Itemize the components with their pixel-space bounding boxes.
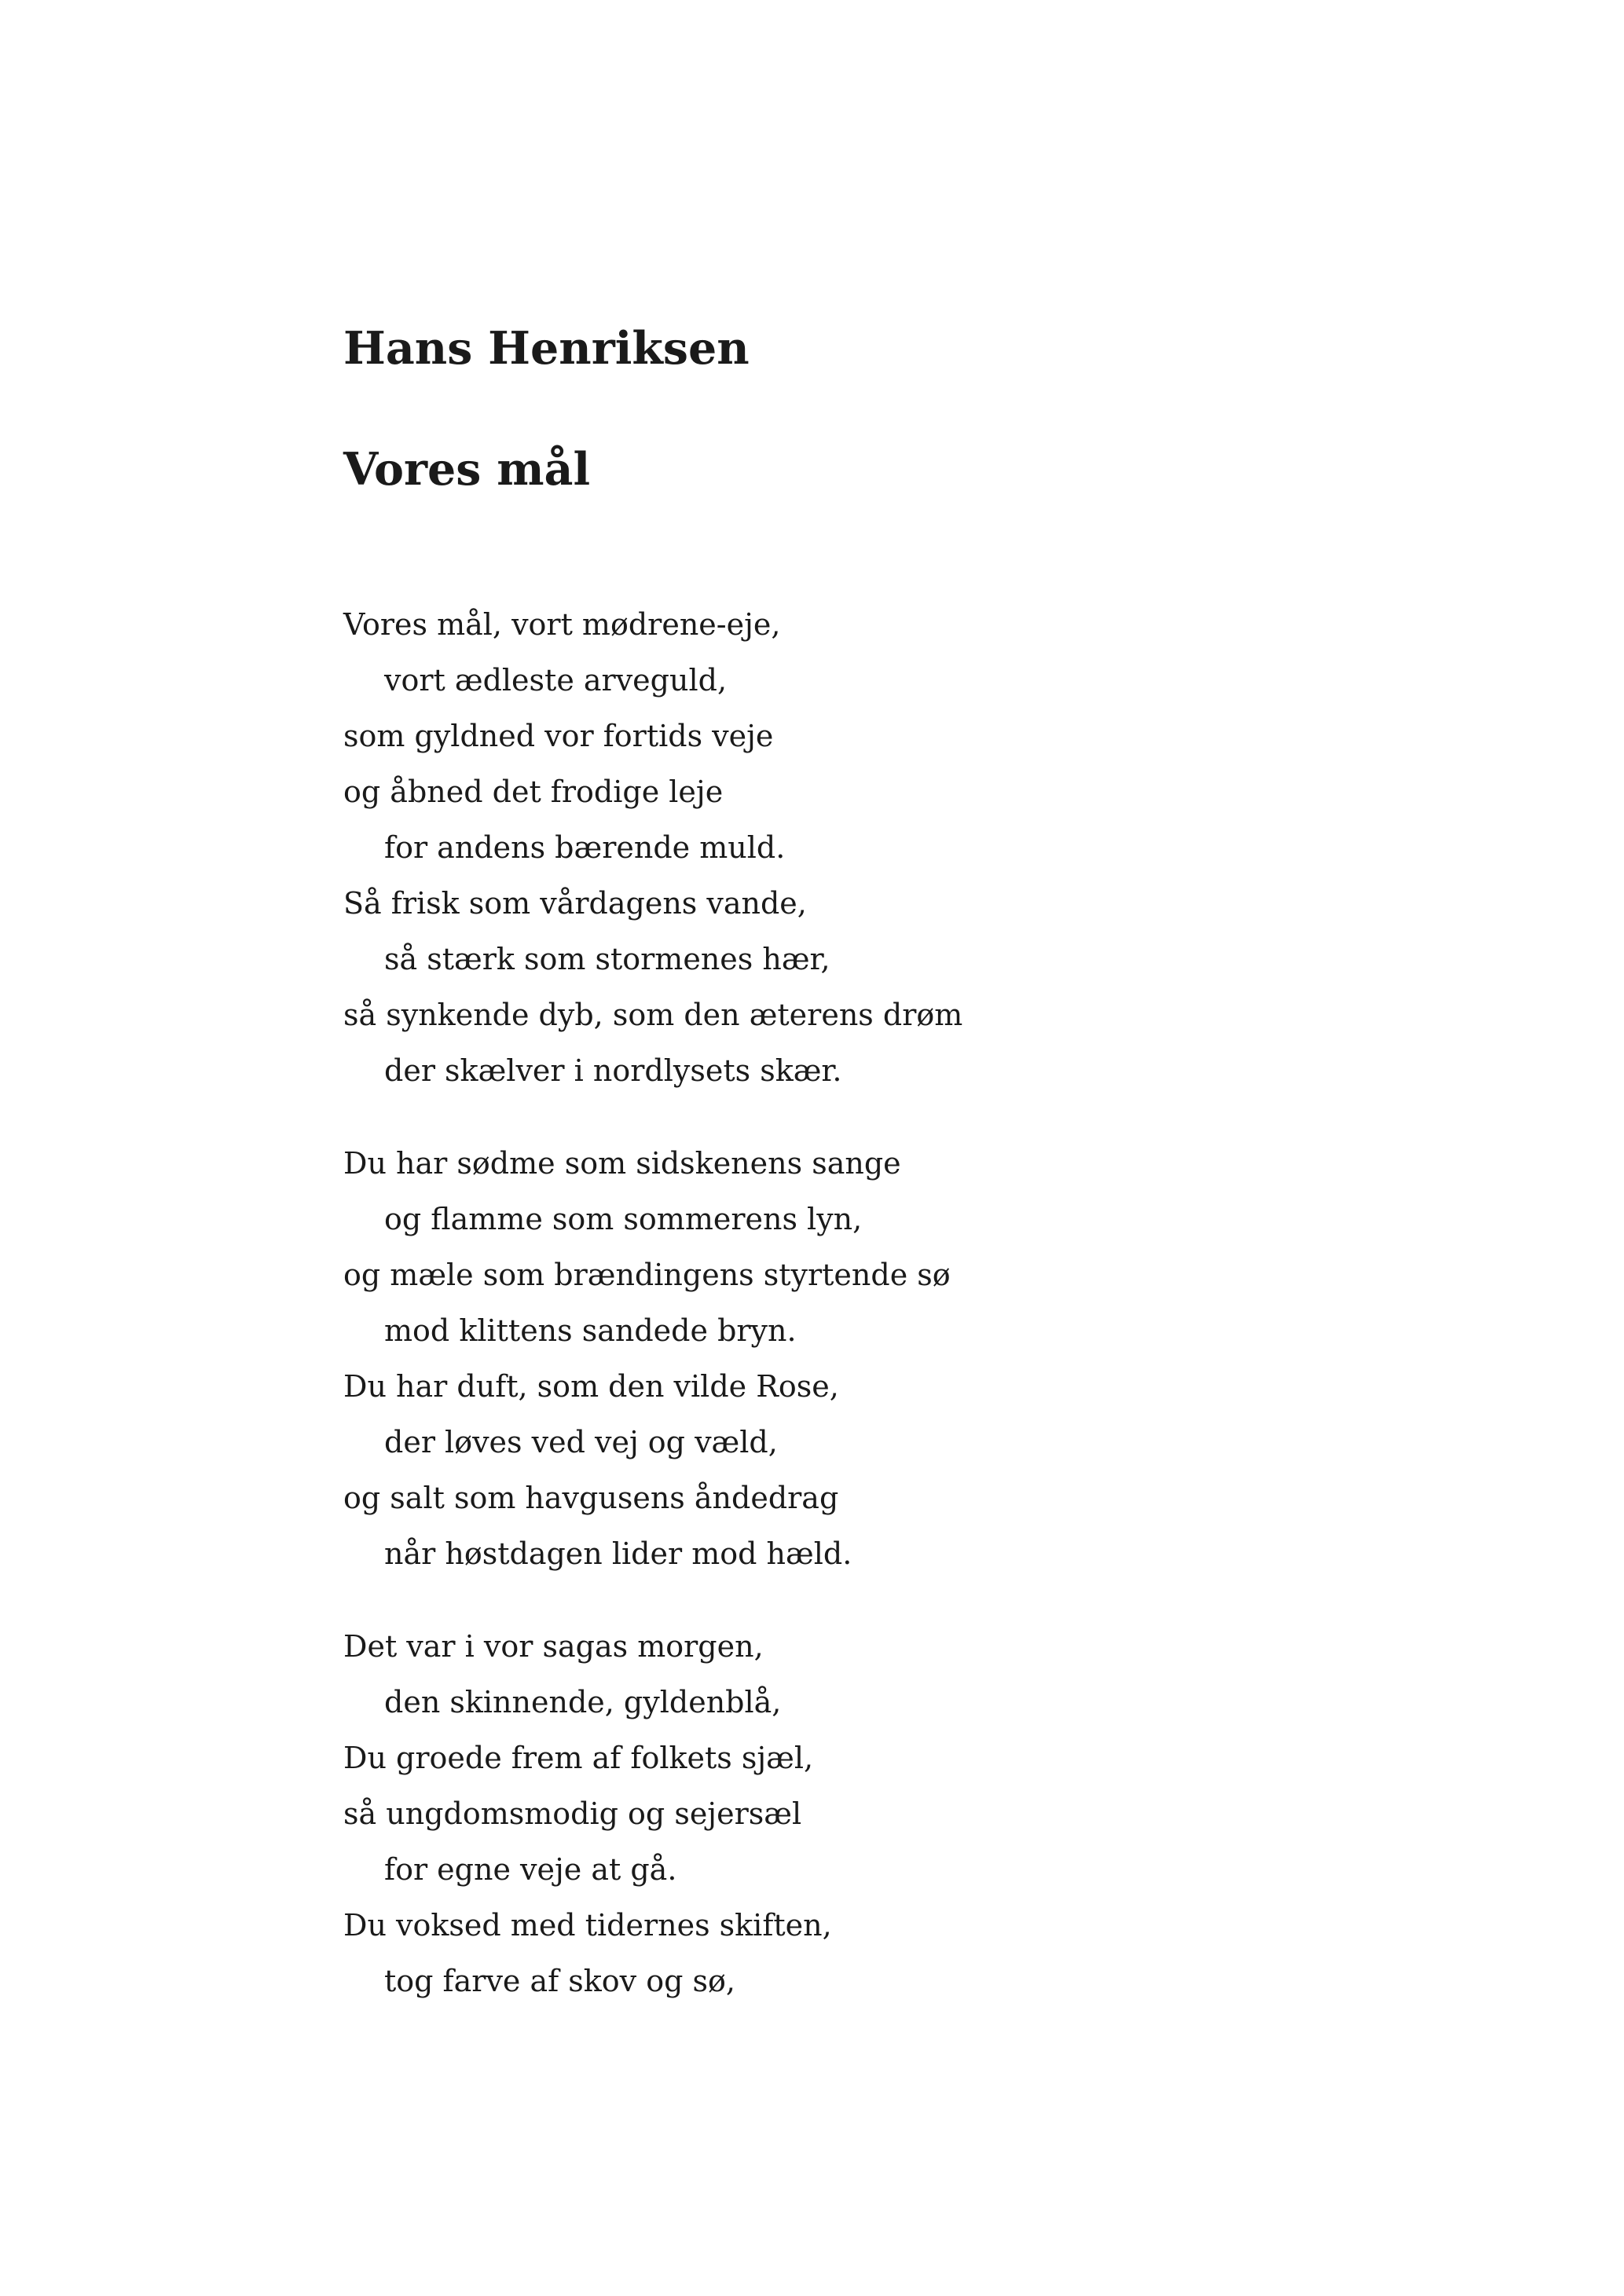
poem-line: for egne veje at gå. bbox=[384, 1852, 677, 1887]
stanza-3 bbox=[343, 1619, 1443, 2009]
stanza-1 bbox=[343, 597, 1443, 1099]
poem-line: så synkende dyb, som den æterens drøm bbox=[343, 998, 963, 1032]
poem-line: og åbned det frodige leje bbox=[343, 774, 724, 809]
poem-line: Så frisk som vårdagens vande, bbox=[343, 886, 807, 921]
poem-line: der skælver i nordlysets skær. bbox=[384, 1053, 842, 1088]
poem-line: tog farve af skov og sø, bbox=[384, 1964, 735, 1998]
poem-body bbox=[343, 597, 1443, 2009]
poem-line: for andens bærende muld. bbox=[384, 830, 786, 865]
poem-line: og salt som havgusens åndedrag bbox=[343, 1481, 839, 1515]
poem-line: og mæle som brændingens styrtende sø bbox=[343, 1258, 951, 1292]
poem-line: mod klittens sandede bryn. bbox=[384, 1313, 797, 1348]
poem-line: Du voksed med tidernes skiften, bbox=[343, 1908, 832, 1943]
poem-line: Du har duft, som den vilde Rose, bbox=[343, 1369, 839, 1404]
author-name: Hans Henriksen bbox=[343, 322, 750, 375]
poem-line: Det var i vor sagas morgen, bbox=[343, 1629, 764, 1664]
poem-line: når høstdagen lider mod hæld. bbox=[384, 1536, 852, 1571]
poem-line: den skinnende, gyldenblå, bbox=[384, 1685, 782, 1719]
poem-line: som gyldned vor fortids veje bbox=[343, 719, 774, 753]
poem-line: så stærk som stormenes hær, bbox=[384, 942, 830, 976]
poem-title: Vores mål bbox=[343, 443, 591, 496]
poem-line: Du har sødme som sidskenens sange bbox=[343, 1146, 901, 1181]
poem-line: vort ædleste arveguld, bbox=[384, 663, 728, 698]
stanza-2 bbox=[343, 1136, 1443, 1582]
poem-line: der løves ved vej og væld, bbox=[384, 1425, 778, 1459]
poem-line: Du groede frem af folkets sjæl, bbox=[343, 1741, 814, 1775]
poem-line: Vores mål, vort mødrene-eje, bbox=[343, 607, 781, 642]
poem-line: så ungdomsmodig og sejersæl bbox=[343, 1796, 802, 1831]
poem-line: og flamme som sommerens lyn, bbox=[384, 1202, 863, 1236]
